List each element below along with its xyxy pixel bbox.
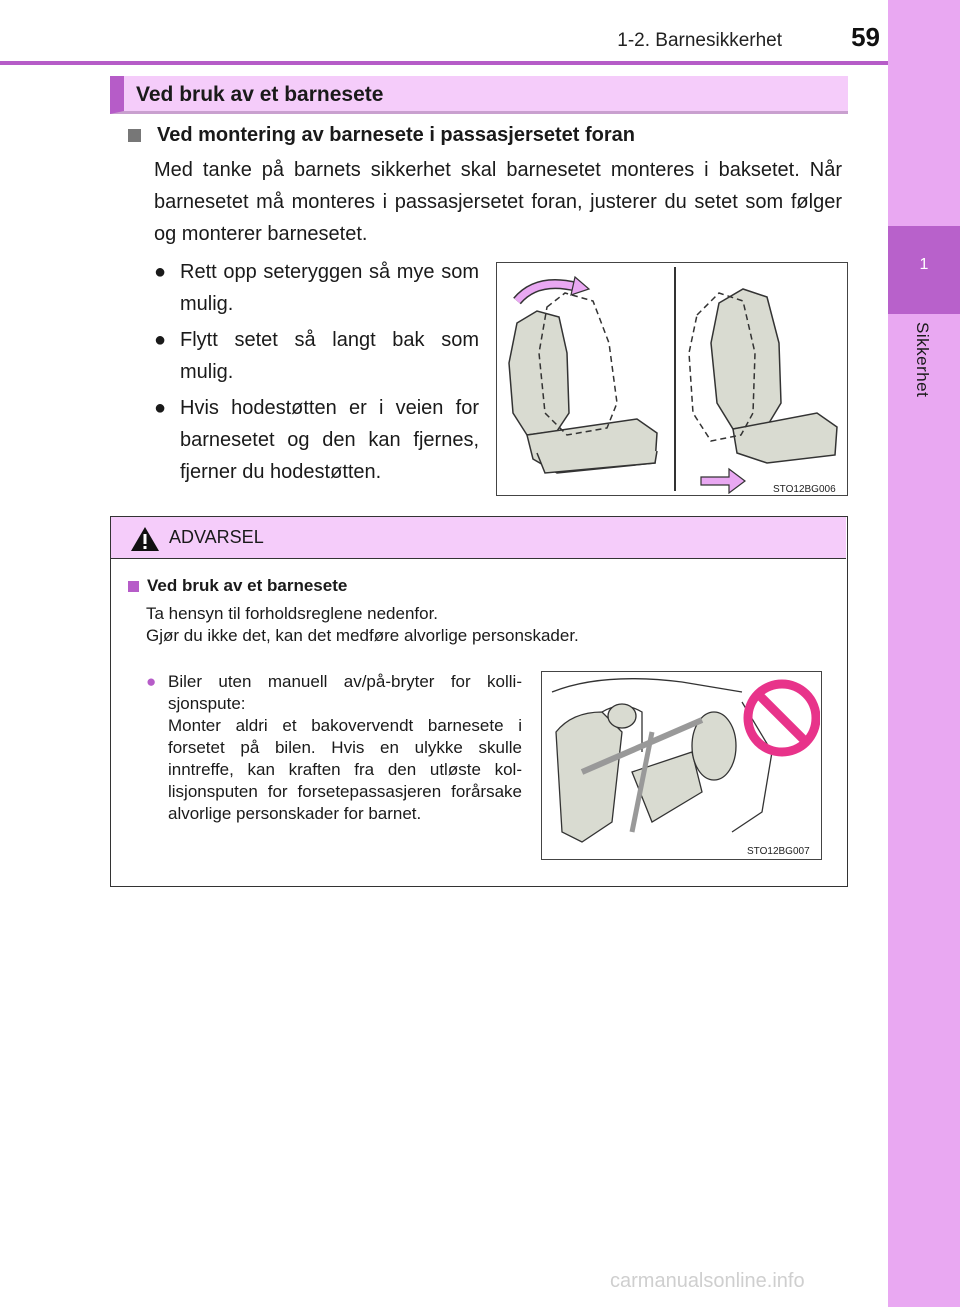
section-heading-bar xyxy=(110,76,848,114)
subheading-text: Ved montering av barnesete i passasjersetet foran xyxy=(157,124,635,146)
page-number: 59 xyxy=(851,22,880,52)
instruction-list xyxy=(154,256,479,492)
bullet-dot-icon: ● xyxy=(146,672,157,691)
square-bullet-icon xyxy=(128,581,139,592)
list-item xyxy=(154,392,479,488)
list-item xyxy=(154,256,479,320)
list-item-text: Rett opp seteryggen så mye som mulig. xyxy=(180,261,479,315)
chapter-label xyxy=(894,322,954,422)
seat-adjustment-figure xyxy=(496,262,848,496)
side-tab xyxy=(888,0,960,1307)
warning-list-item xyxy=(146,671,522,825)
warning-triangle-icon xyxy=(129,525,161,553)
warning-heading: ADVARSEL xyxy=(169,527,264,547)
section-heading: Ved bruk av et barnesete xyxy=(136,83,384,106)
figure-code: STO12BG007 xyxy=(747,846,810,857)
warning-text xyxy=(146,603,579,647)
subheading xyxy=(128,124,635,147)
figure-code: STO12BG006 xyxy=(773,484,836,495)
list-item xyxy=(154,324,479,388)
warning-subheading xyxy=(128,576,347,596)
airbag-illustration xyxy=(542,672,820,858)
warning-list-item-text: Biler uten manuell av/på-bryter for kollisjonspute: Monter aldri et bakovervendt barnesete i forsetet på bilen. Hvis en ulykke skulle inntreffe, kan kraften fra den utløste kollisjonsputen for forsetepassasjeren forårsake alvorlige personskader for barnet. xyxy=(168,672,522,823)
warning-header xyxy=(111,517,846,559)
bullet-dot-icon: ● xyxy=(154,329,167,351)
bullet-dot-icon: ● xyxy=(154,397,167,419)
watermark: carmanualsonline.info xyxy=(610,1270,805,1292)
chapter-number: 1 xyxy=(919,256,929,273)
list-item-text: Flytt setet så langt bak som mulig. xyxy=(180,329,479,383)
warning-line: Gjør du ikke det, kan det medføre alvorlige personskader. xyxy=(146,626,579,645)
section-title: 1-2. Barnesikkerhet xyxy=(617,30,782,51)
warning-subheading-text: Ved bruk av et barnesete xyxy=(147,576,348,595)
square-bullet-icon xyxy=(128,129,141,142)
warning-line: Ta hensyn til forholdsreglene nedenfor. xyxy=(146,604,439,623)
airbag-warning-figure xyxy=(541,671,822,860)
intro-paragraph: Med tanke på barnets sikkerhet skal barnesetet monteres i baksetet. Når barnesetet må monteres i passasjersetet foran, justerer du setet som følger og monterer barnesetet. xyxy=(154,159,842,245)
bullet-dot-icon: ● xyxy=(154,261,167,283)
seat-illustration xyxy=(497,263,846,494)
list-item-text: Hvis hodestøtten er i veien for barnesetet og den kan fjernes, fjerner du hodestøtten. xyxy=(180,397,479,483)
header-rule xyxy=(0,61,888,65)
chapter-label-text: Sikkerhet xyxy=(913,322,932,398)
